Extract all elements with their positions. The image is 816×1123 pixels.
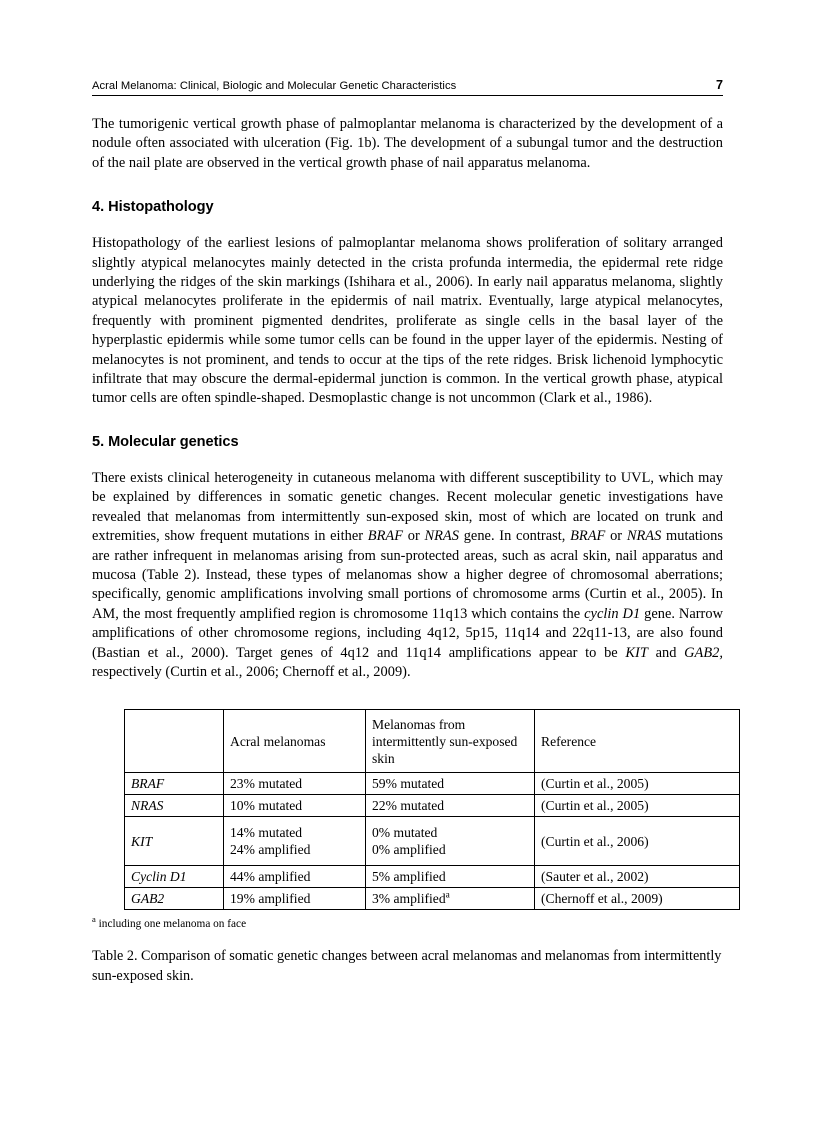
table-header-cell-intermittent: Melanomas from intermittently sun-exposed skin <box>366 710 535 773</box>
table-row <box>125 773 740 795</box>
mg-text-8: respectively (Curtin et al., 2006; Chernoff et al., 2009). <box>92 663 411 680</box>
table-header-cell-reference: Reference <box>535 710 740 773</box>
table-cell-intermittent <box>366 817 535 866</box>
table-cell-acral <box>224 888 366 910</box>
table-row <box>125 888 740 910</box>
running-header <box>92 78 723 96</box>
spacer <box>92 173 723 199</box>
gene-nras-2: NRAS <box>626 528 662 545</box>
table-row <box>125 817 740 866</box>
gene-label: NRAS <box>131 798 164 814</box>
gene-gab2: GAB2, <box>684 644 723 661</box>
table-cell-gene <box>125 773 224 795</box>
mg-text-5: mutations are rather infrequent in melanomas arising from sun-protected areas, such as acral skin, nail apparatus and mucosa (Table 2). Instead, these types of melanomas show a higher degree of chromosomal aberrations; specifically, genomic amplifications involving small portions of chromosome arms (Curtin et al., 2005). In AM, the most frequently amplified region is chromosome 11q13 which contains the <box>92 528 723 622</box>
value-line: 22% mutated <box>372 798 445 814</box>
value-line: 14% mutated <box>230 825 303 841</box>
table-cell-reference: (Curtin et al., 2005) <box>535 795 740 817</box>
value-line <box>372 890 529 907</box>
value-line: 5% amplified <box>372 869 446 885</box>
paragraph-histopathology: Histopathology of the earliest lesions of palmoplantar melanoma shows proliferation of solitary arranged slightly atypical melanocytes mainly detected in the crista profunda intermedia, the epidermal rete ridge underlying the ridges of the skin markings (Ishihara et al., 2006). In early nail apparatus melanoma, slightly atypical melanocytes proliferate in the epidermis of nail matrix. Eventually, large atypical melanocytes, frequently with prominent pigmented dendrites, proliferate as single cells in the basal layer of the hyperplastic epidermis while some tumor cells can be found in the upper layer of the epidermis. Nesting of melanocytes is not prominent, and tends to occur at the tips of the rete ridges. Brisk lichenoid lymphocytic infiltrate that may obscure the dermal-epidermal junction is common. In the vertical growth phase, atypical tumor cells are often spindle-shaped. Desmoplastic change is not uncommon (Clark et al., 1986). <box>92 235 723 407</box>
mg-text-6: gene. Narrow amplifications of other chromosome regions, including 4q12, 5p15, 11q14 and 22q11-13, are also found (Bastian et al., 2000). Target genes of 4q12 and 11q14 amplifications appear to be <box>92 605 723 661</box>
table-cell-reference: (Chernoff et al., 2009) <box>535 888 740 910</box>
value-line: 0% mutated <box>372 825 438 841</box>
heading-molecular-genetics: 5. Molecular genetics <box>92 433 239 450</box>
running-header-title: Acral Melanoma: Clinical, Biologic and Molecular Genetic Characteristics <box>92 80 457 92</box>
mg-text-4: or <box>605 528 627 545</box>
value-line: 23% mutated <box>230 776 303 792</box>
page-number: 7 <box>715 78 723 92</box>
table-cell-intermittent <box>366 773 535 795</box>
table-cell-intermittent <box>366 888 535 910</box>
table-footnote <box>92 914 723 931</box>
footnote-text: including one melanoma on face <box>95 918 247 931</box>
heading-histopathology: 4. Histopathology <box>92 199 214 216</box>
spacer <box>92 409 723 434</box>
table-cell-gene <box>125 888 224 910</box>
table-cell-acral <box>224 773 366 795</box>
table-cell-acral <box>224 817 366 866</box>
table-cell-acral <box>224 866 366 888</box>
table-body <box>125 710 740 910</box>
value-line: 59% mutated <box>372 776 445 792</box>
value-line: 44% amplified <box>230 869 311 885</box>
value-text: 3% amplified <box>372 891 446 907</box>
gene-label: Cyclin D1 <box>131 869 187 885</box>
mg-text-3: gene. In contrast, <box>458 528 571 545</box>
mg-text-1: There exists clinical heterogeneity in cutaneous melanoma with different susceptibility to UVL, which may be explained by differences in somatic genetic changes. Recent molecular genetic investigations have revealed that melanomas from intermittently sun-exposed skin, most of which are located on trunk and extremities, show frequent mutations in either <box>92 469 723 545</box>
gene-label: KIT <box>131 833 153 849</box>
gene-nras-1: NRAS <box>424 528 459 545</box>
table-cell-acral <box>224 795 366 817</box>
value-line: 24% amplified <box>230 842 311 858</box>
mg-text-7: and <box>647 644 685 661</box>
spacer <box>92 450 723 469</box>
table-row <box>125 866 740 888</box>
spacer <box>92 682 723 709</box>
gene-label: GAB2 <box>131 891 165 907</box>
gene-cyclin-d1: cyclin D1 <box>584 605 641 622</box>
table-cell-gene <box>125 817 224 866</box>
table-container <box>124 709 691 910</box>
spacer <box>92 215 723 234</box>
somatic-genetic-changes-table <box>124 709 740 910</box>
mg-text-2: or <box>403 528 425 545</box>
table-header-cell-blank <box>125 710 224 773</box>
table-row <box>125 795 740 817</box>
table-cell-gene <box>125 866 224 888</box>
footnote-marker: a <box>445 890 450 901</box>
gene-kit: KIT <box>625 644 648 661</box>
paragraph-molecular-genetics <box>92 469 723 682</box>
footnote-marker: a <box>92 914 96 925</box>
table-cell-reference: (Curtin et al., 2005) <box>535 773 740 795</box>
table-cell-reference: (Curtin et al., 2006) <box>535 817 740 866</box>
value-line: 0% amplified <box>372 842 446 858</box>
table-header-cell-acral: Acral melanomas <box>224 710 366 773</box>
table-cell-intermittent <box>366 866 535 888</box>
value-line: 10% mutated <box>230 798 303 814</box>
table-cell-intermittent <box>366 795 535 817</box>
gene-braf-1: BRAF <box>367 528 404 545</box>
table-cell-gene <box>125 795 224 817</box>
gene-braf-2: BRAF <box>570 528 606 545</box>
table-caption: Table 2. Comparison of somatic genetic changes between acral melanomas and melanomas from intermittently sun-exposed skin. <box>92 948 722 984</box>
gene-label: BRAF <box>131 776 165 792</box>
text-column <box>92 115 723 986</box>
table-header-row <box>125 710 740 773</box>
paragraph-intro: The tumorigenic vertical growth phase of palmoplantar melanoma is characterized by the development of a nodule often associated with ulceration (Fig. 1b). The development of a subungal tumor and the destruction of the nail plate are observed in the vertical growth phase of nail apparatus melanoma. <box>92 116 723 171</box>
table-cell-reference: (Sauter et al., 2002) <box>535 866 740 888</box>
value-line: 19% amplified <box>230 891 311 907</box>
